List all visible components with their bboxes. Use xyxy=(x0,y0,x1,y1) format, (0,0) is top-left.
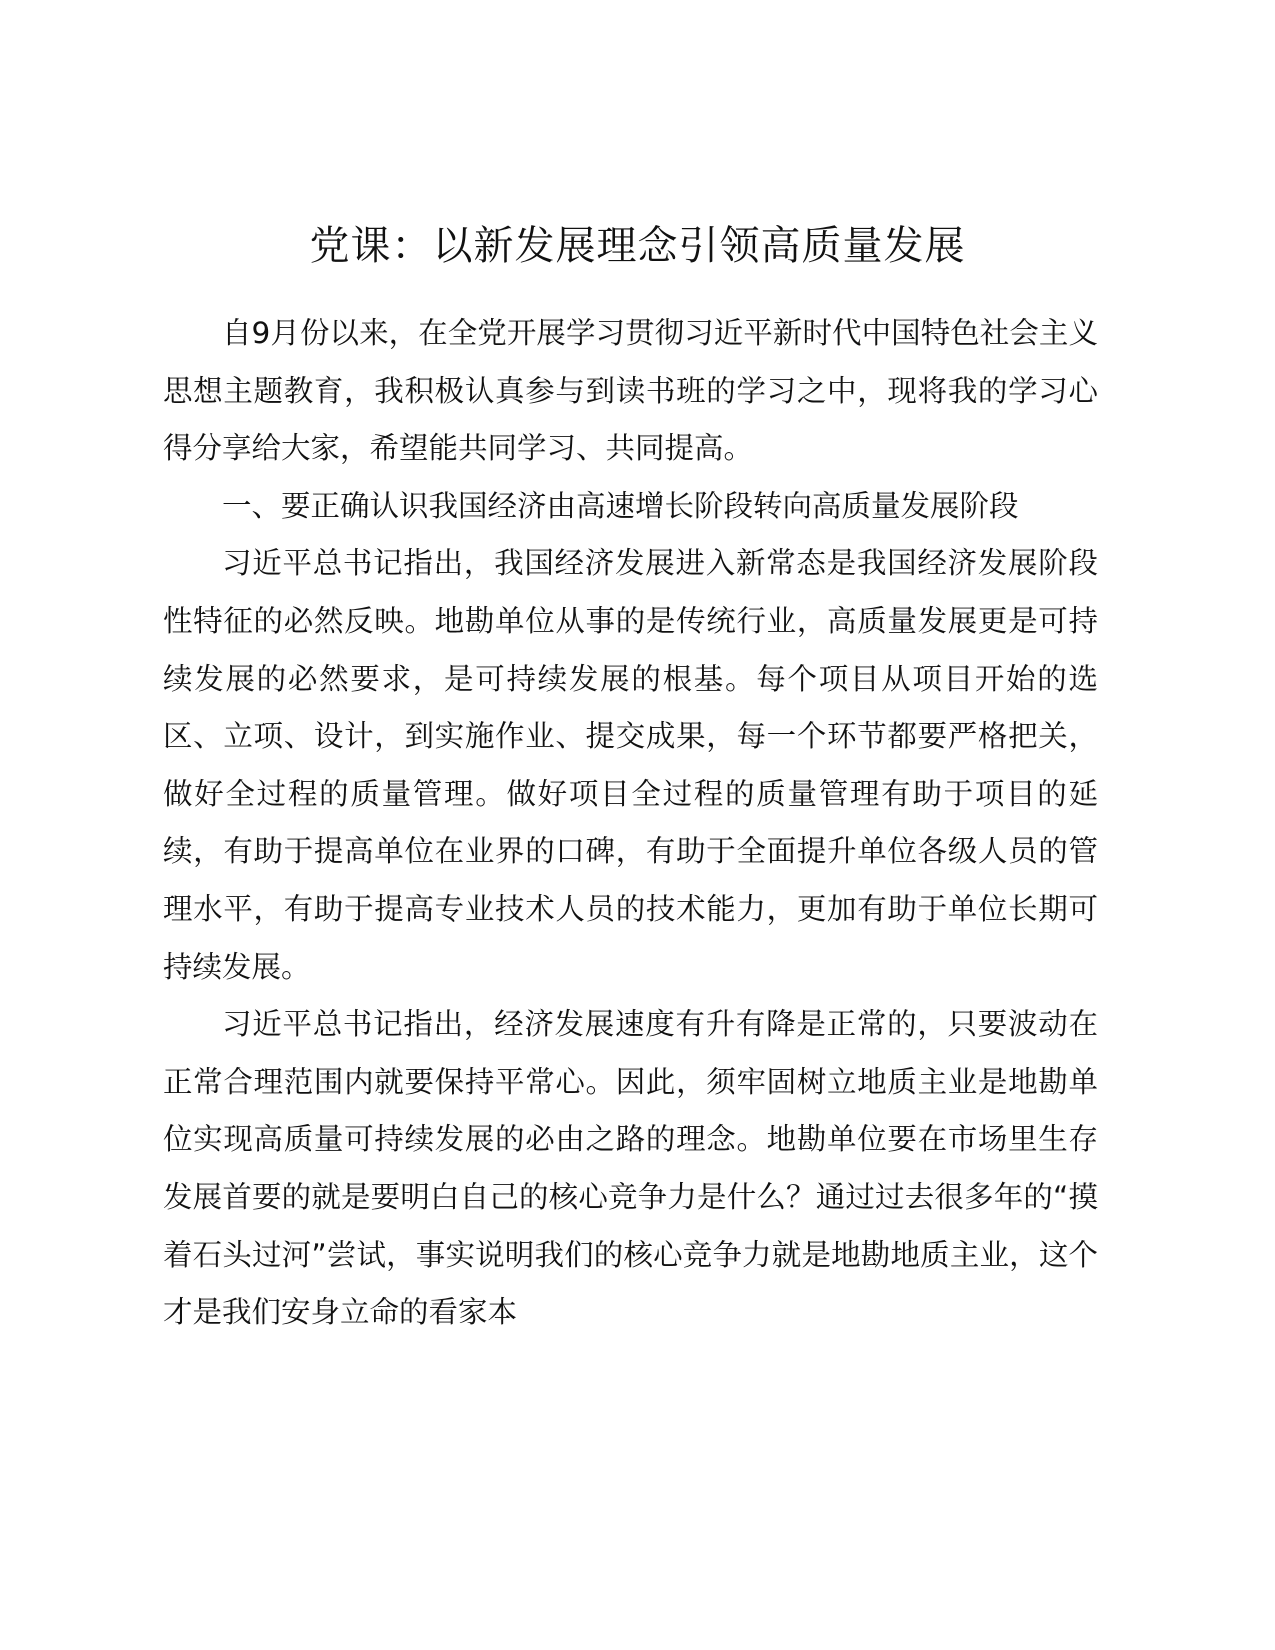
paragraph-section-1-a: 习近平总书记指出，我国经济发展进入新常态是我国经济发展阶段性特征的必然反映。地勘单位从事的是传统行业，高质量发展更是可持续发展的必然要求，是可持续发展的根基。每个项目从项目开始的选区、立项、设计，到实施作业、提交成果，每一个环节都要严格把关，做好全过程的质量管理。做好项目全过程的质量管理有助于项目的延续，有助于提高单位在业界的口碑，有助于全面提升单位各级人员的管理水平，有助于提高专业技术人员的技术能力，更加有助于单位长期可持续发展。 xyxy=(163,546,1098,984)
page-title: 党课：以新发展理念引领高质量发展 xyxy=(309,223,966,269)
paragraph-intro: 自9月份以来，在全党开展学习贯彻习近平新时代中国特色社会主义思想主题教育，我积极认真参与到读书班的学习之中，现将我的学习心得分享给大家，希望能共同学习、共同提高。 xyxy=(163,316,1098,466)
paragraph-section-1-b: 习近平总书记指出，经济发展速度有升有降是正常的，只要波动在正常合理范围内就要保持平常心。因此，须牢固树立地质主业是地勘单位实现高质量可持续发展的必由之路的理念。地勘单位要在市场里生存发展首要的就是要明白自己的核心竞争力是什么？通过过去很多年的“摸着石头过河”尝试，事实说明我们的核心竞争力就是地勘地质主业，这个才是我们安身立命的看家本 xyxy=(163,1007,1098,1330)
section-heading-1: 一、要正确认识我国经济由高速增长阶段转向高质量发展阶段 xyxy=(222,488,1019,523)
document-body xyxy=(163,305,1098,1342)
